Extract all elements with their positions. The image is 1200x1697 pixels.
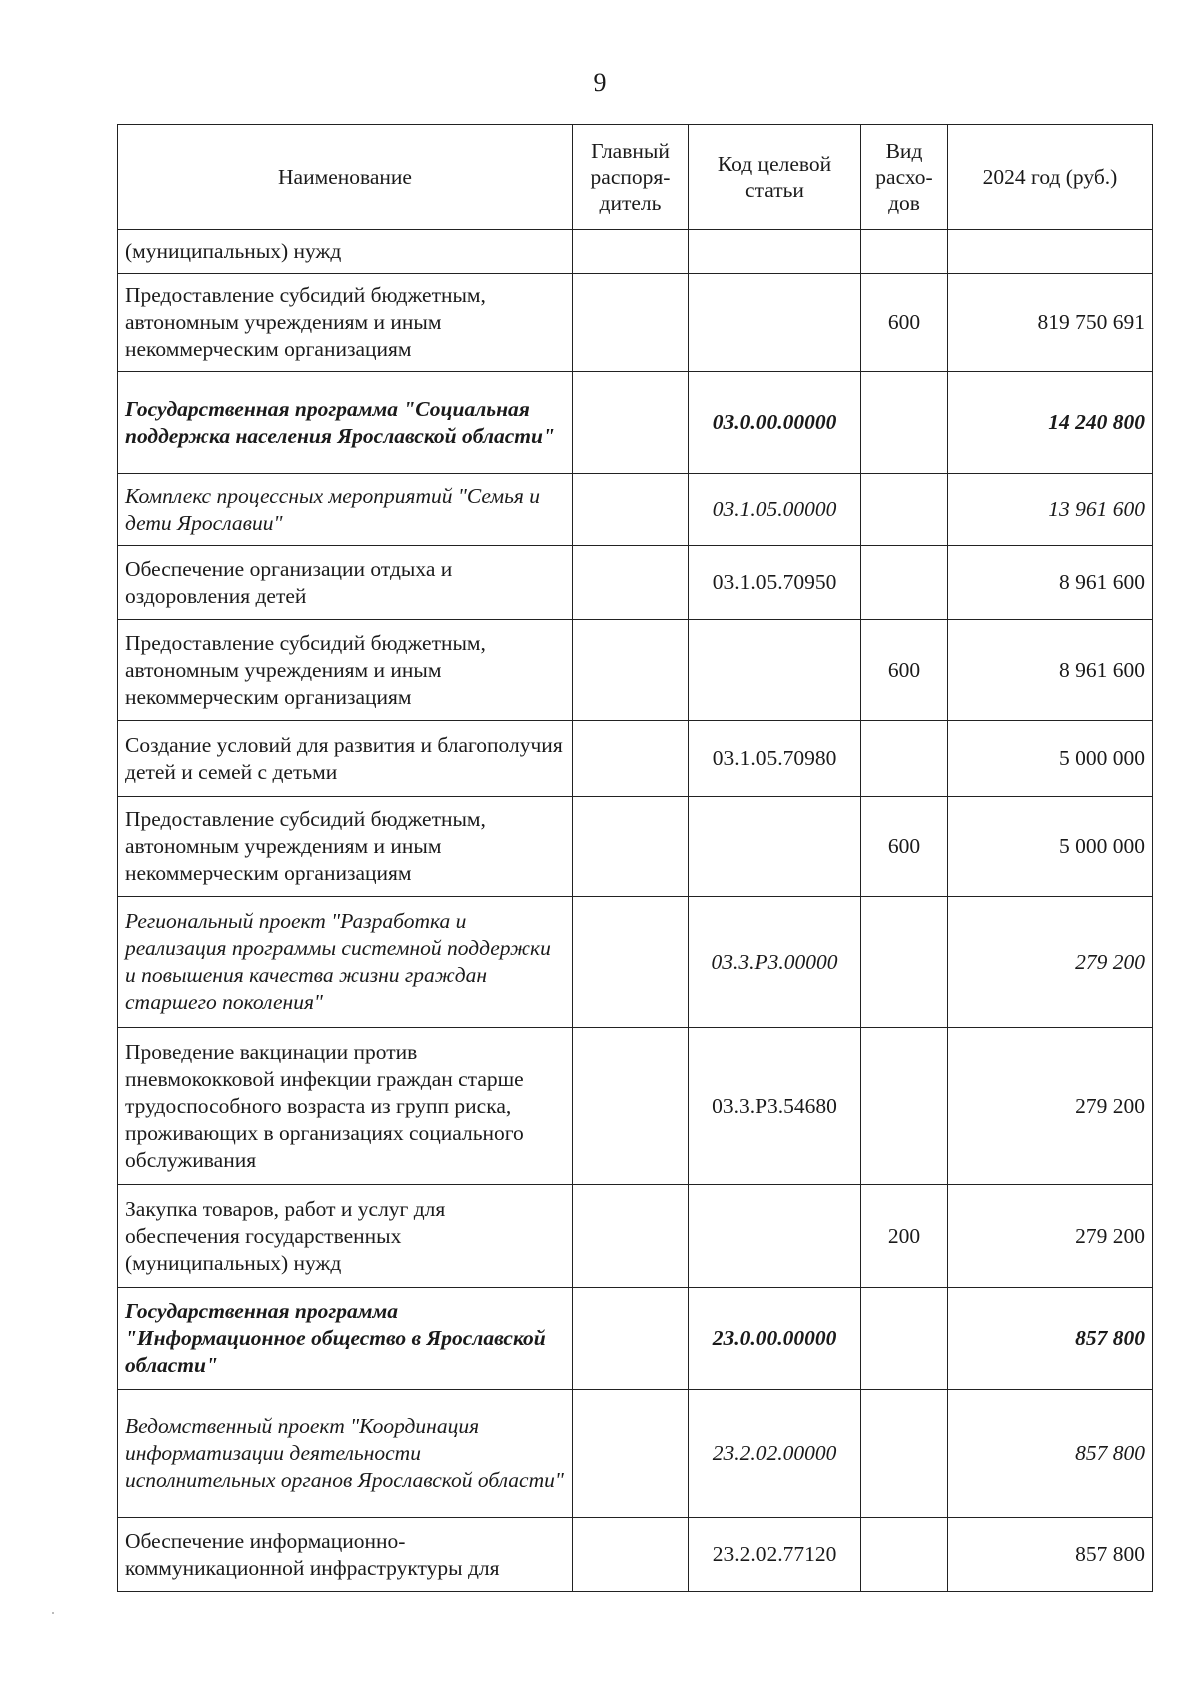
cell-name: Предоставление субсидий бюджетным, автономным учреждениям и иным некоммерческим организациям [118, 620, 573, 721]
cell-amount: 857 800 [948, 1518, 1153, 1592]
cell-code: 03.3.Р3.00000 [689, 897, 861, 1028]
cell-name: Предоставление субсидий бюджетным, автономным учреждениям и иным некоммерческим организациям [118, 274, 573, 372]
cell-admin [573, 1288, 689, 1390]
cell-code [689, 274, 861, 372]
table-row [118, 1518, 1153, 1592]
header-code: Код целевой статьи [689, 125, 861, 230]
cell-type [861, 1288, 948, 1390]
cell-type [861, 230, 948, 274]
table-row [118, 797, 1153, 897]
cell-amount: 857 800 [948, 1390, 1153, 1518]
cell-code: 23.2.02.00000 [689, 1390, 861, 1518]
cell-code: 03.3.Р3.54680 [689, 1028, 861, 1185]
table-row [118, 620, 1153, 721]
cell-admin [573, 721, 689, 797]
table-row [118, 1185, 1153, 1288]
cell-code: 03.1.05.70950 [689, 546, 861, 620]
table-body [118, 230, 1153, 1592]
cell-type [861, 372, 948, 474]
cell-amount: 857 800 [948, 1288, 1153, 1390]
cell-code: 03.0.00.00000 [689, 372, 861, 474]
cell-admin [573, 546, 689, 620]
cell-name: Государственная программа "Социальная поддержка населения Ярославской области" [118, 372, 573, 474]
cell-amount: 13 961 600 [948, 474, 1153, 546]
cell-amount: 5 000 000 [948, 797, 1153, 897]
cell-admin [573, 1390, 689, 1518]
cell-admin [573, 897, 689, 1028]
cell-amount: 819 750 691 [948, 274, 1153, 372]
header-admin: Главный распоря-дитель [573, 125, 689, 230]
page-number: 9 [593, 68, 607, 97]
cell-code: 03.1.05.70980 [689, 721, 861, 797]
cell-code [689, 620, 861, 721]
table-row [118, 546, 1153, 620]
cell-code [689, 1185, 861, 1288]
cell-code [689, 797, 861, 897]
cell-type [861, 1518, 948, 1592]
table-row [118, 1390, 1153, 1518]
cell-name: Закупка товаров, работ и услуг для обеспечения государственных (муниципальных) нужд [118, 1185, 573, 1288]
cell-type [861, 1028, 948, 1185]
table-row [118, 274, 1153, 372]
cell-admin [573, 230, 689, 274]
table-header-row [118, 125, 1153, 230]
cell-amount [948, 230, 1153, 274]
header-name: Наименование [118, 125, 573, 230]
cell-admin [573, 372, 689, 474]
cell-admin [573, 1518, 689, 1592]
cell-type: 600 [861, 620, 948, 721]
cell-admin [573, 474, 689, 546]
table-row [118, 1288, 1153, 1390]
cell-amount: 279 200 [948, 1185, 1153, 1288]
cell-code [689, 230, 861, 274]
cell-type [861, 721, 948, 797]
cell-name: Государственная программа "Информационное общество в Ярославской области" [118, 1288, 573, 1390]
header-type: Вид расхо-дов [861, 125, 948, 230]
scan-speck [52, 1612, 54, 1614]
cell-amount: 279 200 [948, 897, 1153, 1028]
table-row [118, 474, 1153, 546]
cell-code: 03.1.05.00000 [689, 474, 861, 546]
cell-name: Ведомственный проект "Координация информатизации деятельности исполнительных органов Ярославской области" [118, 1390, 573, 1518]
cell-name: Проведение вакцинации против пневмококковой инфекции граждан старше трудоспособного возраста из групп риска, проживающих в организациях социального обслуживания [118, 1028, 573, 1185]
cell-admin [573, 274, 689, 372]
table-row [118, 372, 1153, 474]
cell-code: 23.2.02.77120 [689, 1518, 861, 1592]
table-row [118, 1028, 1153, 1185]
header-amount: 2024 год (руб.) [948, 125, 1153, 230]
cell-code: 23.0.00.00000 [689, 1288, 861, 1390]
cell-type [861, 474, 948, 546]
cell-name: Обеспечение организации отдыха и оздоровления детей [118, 546, 573, 620]
cell-type: 600 [861, 274, 948, 372]
cell-admin [573, 1185, 689, 1288]
cell-name: Региональный проект "Разработка и реализация программы системной поддержки и повышения качества жизни граждан старшего поколения" [118, 897, 573, 1028]
table-row [118, 721, 1153, 797]
cell-name: Предоставление субсидий бюджетным, автономным учреждениям и иным некоммерческим организациям [118, 797, 573, 897]
cell-amount: 14 240 800 [948, 372, 1153, 474]
cell-name: Комплекс процессных мероприятий "Семья и дети Ярославии" [118, 474, 573, 546]
cell-type [861, 1390, 948, 1518]
cell-type [861, 546, 948, 620]
budget-table [117, 124, 1153, 1592]
table-row [118, 230, 1153, 274]
table-row [118, 897, 1153, 1028]
cell-admin [573, 797, 689, 897]
cell-type: 200 [861, 1185, 948, 1288]
cell-amount: 5 000 000 [948, 721, 1153, 797]
cell-amount: 8 961 600 [948, 620, 1153, 721]
cell-type: 600 [861, 797, 948, 897]
cell-admin [573, 620, 689, 721]
cell-type [861, 897, 948, 1028]
cell-name: Обеспечение информационно-коммуникационной инфраструктуры для [118, 1518, 573, 1592]
cell-amount: 279 200 [948, 1028, 1153, 1185]
cell-amount: 8 961 600 [948, 546, 1153, 620]
cell-admin [573, 1028, 689, 1185]
cell-name: Создание условий для развития и благополучия детей и семей с детьми [118, 721, 573, 797]
cell-name: (муниципальных) нужд [118, 230, 573, 274]
